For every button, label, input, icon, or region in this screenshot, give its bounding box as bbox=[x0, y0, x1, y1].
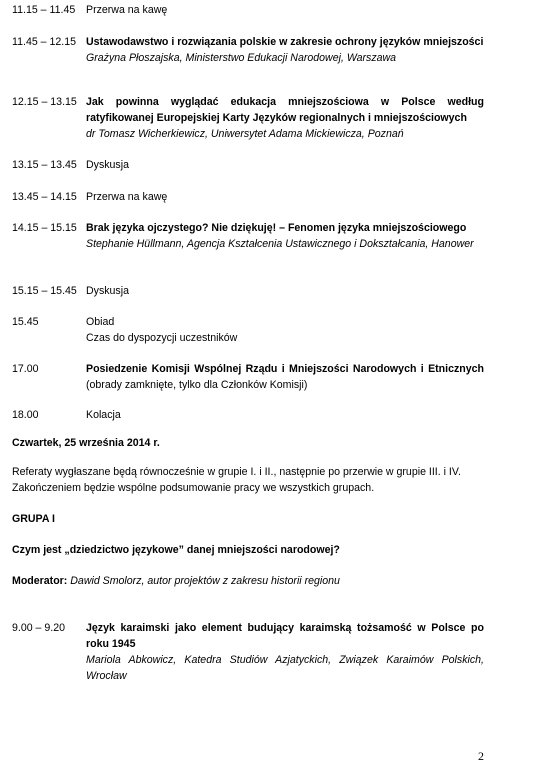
intro-paragraph: Referaty wygłaszane będą równocześnie w grupie I. i II., następnie po przerwie w grupie III. i IV. Zakończeniem będzie wspólne podsumowanie pracy we wszystkich grupach. bbox=[12, 466, 461, 494]
session-title: Przerwa na kawę bbox=[86, 4, 168, 16]
schedule-row bbox=[12, 189, 484, 205]
session-time: 9.00 – 9.20 bbox=[12, 622, 66, 634]
session-time: 13.15 – 13.45 bbox=[12, 159, 77, 171]
schedule-row bbox=[12, 620, 484, 684]
schedule-row bbox=[12, 283, 484, 299]
session-title: Posiedzenie Komisji Wspólnej Rządu i Mniejszości Narodowych i Etnicznych bbox=[86, 363, 484, 375]
session-speaker: Mariola Abkowicz, Katedra Studiów Azjatyckich, Związek Karaimów Polskich, Wrocław bbox=[86, 654, 484, 682]
group-heading: GRUPA I bbox=[12, 513, 55, 525]
schedule-row bbox=[12, 220, 484, 252]
session-speaker: Stephanie Hüllmann, Agencja Kształcenia Ustawicznego i Dokształcania, Hanower bbox=[86, 238, 474, 250]
schedule-row bbox=[12, 157, 484, 173]
day-heading: Czwartek, 25 września 2014 r. bbox=[12, 437, 160, 449]
moderator-label: Moderator: bbox=[12, 575, 68, 587]
page-number: 2 bbox=[478, 749, 484, 763]
session-time: 15.15 – 15.45 bbox=[12, 285, 77, 297]
session-speaker: dr Tomasz Wicherkiewicz, Uniwersytet Adama Mickiewicza, Poznań bbox=[86, 128, 404, 140]
moderator-name: Dawid Smolorz, autor projektów z zakresu historii regionu bbox=[67, 575, 340, 587]
session-title: Brak języka ojczystego? Nie dziękuję! – Fenomen języka mniejszościowego bbox=[86, 222, 467, 234]
session-time: 11.45 – 12.15 bbox=[12, 36, 77, 48]
group-question: Czym jest „dziedzictwo językowe” danej mniejszości narodowej? bbox=[12, 544, 340, 556]
moderator-line bbox=[12, 573, 484, 589]
schedule-row bbox=[12, 407, 484, 423]
session-speaker: Grażyna Płoszajska, Ministerstwo Edukacji Narodowej, Warszawa bbox=[86, 52, 397, 64]
session-time: 14.15 – 15.15 bbox=[12, 222, 77, 234]
session-title: Ustawodawstwo i rozwiązania polskie w zakresie ochrony języków mniejszości bbox=[86, 36, 484, 48]
schedule-row bbox=[12, 361, 484, 393]
session-time: 17.00 bbox=[12, 363, 39, 375]
session-title: Przerwa na kawę bbox=[86, 191, 168, 203]
schedule-row bbox=[12, 314, 484, 346]
session-title: Obiad bbox=[86, 316, 115, 328]
session-time: 12.15 – 13.15 bbox=[12, 96, 77, 108]
session-time: 18.00 bbox=[12, 409, 39, 421]
session-title: Dyskusja bbox=[86, 159, 129, 171]
schedule-row bbox=[12, 94, 484, 142]
session-title: Kolacja bbox=[86, 409, 121, 421]
schedule-row bbox=[12, 2, 484, 18]
session-note: (obrady zamknięte, tylko dla Członków Komisji) bbox=[86, 379, 308, 391]
session-time: 11.15 – 11.45 bbox=[12, 4, 76, 16]
session-detail: Czas do dyspozycji uczestników bbox=[86, 332, 238, 344]
session-title: Jak powinna wyglądać edukacja mniejszościowa w Polsce według ratyfikowanej Europejskiej Karty Języków regionalnych i mniejszościowych bbox=[86, 96, 484, 124]
schedule-row bbox=[12, 34, 484, 66]
session-time: 13.45 – 14.15 bbox=[12, 191, 77, 203]
session-time: 15.45 bbox=[12, 316, 39, 328]
session-title: Dyskusja bbox=[86, 285, 129, 297]
session-title: Język karaimski jako element budujący karaimską tożsamość w Polsce po roku 1945 bbox=[86, 622, 484, 650]
